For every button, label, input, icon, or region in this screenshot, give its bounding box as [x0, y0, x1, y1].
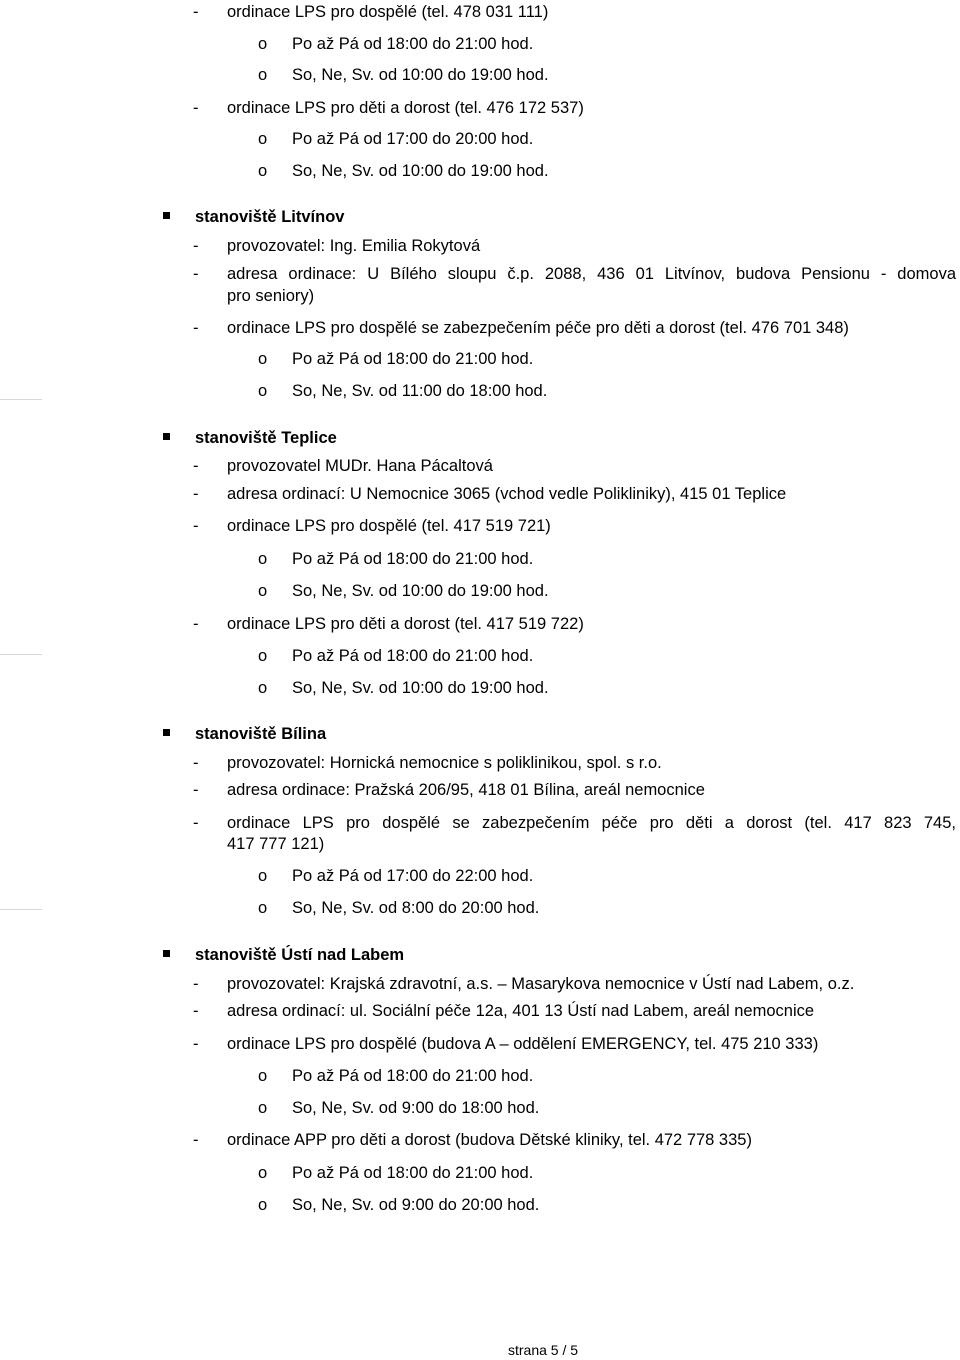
provider-text: provozovatel MUDr. Hana Pácaltová — [227, 457, 493, 475]
ordinace-line — [0, 1033, 960, 1055]
hours-text: Po až Pá od 18:00 do 21:00 hod. — [292, 35, 534, 53]
hours-line — [0, 380, 960, 402]
dash-marker: - — [193, 754, 199, 772]
hours-line — [0, 1162, 960, 1184]
dash-marker: - — [193, 975, 199, 993]
hours-text: So, Ne, Sv. od 10:00 do 19:00 hod. — [292, 582, 549, 600]
section-heading-usti — [0, 944, 960, 966]
provider-line — [0, 455, 960, 477]
hours-text: Po až Pá od 18:00 do 21:00 hod. — [292, 350, 534, 368]
hours-text: So, Ne, Sv. od 11:00 do 18:00 hod. — [292, 382, 548, 400]
ordinace-line-continuation — [0, 833, 960, 855]
address-text: adresa ordinace: Pražská 206/95, 418 01 Bílina, areál nemocnice — [227, 781, 705, 799]
provider-line — [0, 752, 960, 774]
ordinace-text: ordinace LPS pro dospělé (budova A – oddělení EMERGENCY, tel. 475 210 333) — [227, 1035, 819, 1053]
hours-line — [0, 865, 960, 887]
hours-text: So, Ne, Sv. od 8:00 do 20:00 hod. — [292, 899, 540, 917]
ordinace-line — [0, 515, 960, 537]
ordinace-text: 417 777 121) — [227, 835, 325, 853]
margin-rule — [0, 399, 42, 400]
hours-text: Po až Pá od 18:00 do 21:00 hod. — [292, 1067, 534, 1085]
dash-marker: - — [193, 3, 199, 21]
dash-marker: - — [193, 781, 199, 799]
provider-text: provozovatel: Krajská zdravotní, a.s. – Masarykova nemocnice v Ústí nad Labem, o.z. — [227, 975, 855, 993]
dash-marker: - — [193, 1002, 199, 1020]
circle-bullet-marker: o — [258, 35, 268, 53]
dash-marker: - — [193, 319, 199, 337]
square-bullet-icon — [163, 433, 170, 440]
ordinace-text: ordinace APP pro děti a dorost (budova Dětské kliniky, tel. 472 778 335) — [227, 1131, 752, 1149]
hours-line — [0, 580, 960, 602]
hours-line — [0, 1097, 960, 1119]
address-text: adresa ordinace: U Bílého sloupu č.p. 2088, 436 01 Litvínov, budova Pensionu - domova — [227, 265, 956, 283]
address-line — [0, 1000, 960, 1022]
provider-text: provozovatel: Ing. Emilia Rokytová — [227, 237, 481, 255]
ordinace-text: ordinace LPS pro dospělé se zabezpečením péče pro děti a dorost (tel. 476 701 348) — [227, 319, 849, 337]
circle-bullet-marker: o — [258, 1067, 268, 1085]
page-number: strana 5 / 5 — [508, 1342, 579, 1358]
circle-bullet-marker: o — [258, 66, 268, 84]
margin-rule — [0, 654, 42, 655]
ordinace-text: ordinace LPS pro dospělé (tel. 478 031 111) — [227, 3, 549, 21]
hours-text: So, Ne, Sv. od 9:00 do 18:00 hod. — [292, 1099, 540, 1117]
dash-marker: - — [193, 517, 199, 535]
hours-line — [0, 645, 960, 667]
hours-text: So, Ne, Sv. od 10:00 do 19:00 hod. — [292, 679, 549, 697]
address-line-continuation — [0, 285, 960, 307]
dash-marker: - — [193, 485, 199, 503]
hours-text: Po až Pá od 18:00 do 21:00 hod. — [292, 647, 534, 665]
hours-line — [0, 128, 960, 150]
circle-bullet-marker: o — [258, 1099, 268, 1117]
ordinace-text: ordinace LPS pro děti a dorost (tel. 476 172 537) — [227, 99, 584, 117]
ordinace-line — [0, 1129, 960, 1151]
hours-text: Po až Pá od 17:00 do 20:00 hod. — [292, 130, 534, 148]
circle-bullet-marker: o — [258, 867, 268, 885]
circle-bullet-marker: o — [258, 582, 268, 600]
section-heading-litvinov — [0, 206, 960, 228]
hours-line — [0, 677, 960, 699]
circle-bullet-marker: o — [258, 1196, 268, 1214]
margin-rule — [0, 909, 42, 910]
dash-marker: - — [193, 1035, 199, 1053]
ordinace-line — [0, 317, 960, 339]
address-line — [0, 483, 960, 505]
square-bullet-icon — [163, 950, 170, 957]
hours-line — [0, 1065, 960, 1087]
hours-line — [0, 33, 960, 55]
ordinace-text: ordinace LPS pro dospělé (tel. 417 519 721) — [227, 517, 551, 535]
section-title: stanoviště Litvínov — [195, 208, 345, 226]
section-title: stanoviště Bílina — [195, 725, 327, 743]
address-text: pro seniory) — [227, 287, 315, 305]
circle-bullet-marker: o — [258, 382, 268, 400]
provider-text: provozovatel: Hornická nemocnice s poliklinikou, spol. s r.o. — [227, 754, 662, 772]
hours-line — [0, 897, 960, 919]
ordinace-text: ordinace LPS pro děti a dorost (tel. 417 519 722) — [227, 615, 584, 633]
hours-line — [0, 348, 960, 370]
square-bullet-icon — [163, 729, 170, 736]
circle-bullet-marker: o — [258, 647, 268, 665]
provider-line — [0, 235, 960, 257]
circle-bullet-marker: o — [258, 550, 268, 568]
hours-line — [0, 548, 960, 570]
hours-text: Po až Pá od 18:00 do 21:00 hod. — [292, 1164, 534, 1182]
dash-marker: - — [193, 814, 199, 832]
hours-text: So, Ne, Sv. od 10:00 do 19:00 hod. — [292, 66, 549, 84]
section-title: stanoviště Ústí nad Labem — [195, 946, 405, 964]
dash-marker: - — [193, 615, 199, 633]
dash-marker: - — [193, 457, 199, 475]
circle-bullet-marker: o — [258, 162, 268, 180]
circle-bullet-marker: o — [258, 130, 268, 148]
circle-bullet-marker: o — [258, 1164, 268, 1182]
ordinace-line — [0, 1, 960, 23]
hours-line — [0, 160, 960, 182]
square-bullet-icon — [163, 212, 170, 219]
dash-marker: - — [193, 99, 199, 117]
circle-bullet-marker: o — [258, 350, 268, 368]
address-text: adresa ordinací: U Nemocnice 3065 (vchod vedle Polikliniky), 415 01 Teplice — [227, 485, 787, 503]
hours-text: Po až Pá od 17:00 do 22:00 hod. — [292, 867, 534, 885]
hours-line — [0, 64, 960, 86]
section-heading-bilina — [0, 723, 960, 745]
section-heading-teplice — [0, 427, 960, 449]
section-title: stanoviště Teplice — [195, 429, 337, 447]
address-line — [0, 779, 960, 801]
ordinace-line — [0, 812, 960, 834]
hours-text: So, Ne, Sv. od 9:00 do 20:00 hod. — [292, 1196, 540, 1214]
dash-marker: - — [193, 1131, 199, 1149]
hours-text: So, Ne, Sv. od 10:00 do 19:00 hod. — [292, 162, 549, 180]
ordinace-line — [0, 613, 960, 635]
ordinace-line — [0, 97, 960, 119]
dash-marker: - — [193, 265, 199, 283]
address-line — [0, 263, 960, 285]
circle-bullet-marker: o — [258, 679, 268, 697]
hours-line — [0, 1194, 960, 1216]
address-text: adresa ordinací: ul. Sociální péče 12a, 401 13 Ústí nad Labem, areál nemocnice — [227, 1002, 815, 1020]
hours-text: Po až Pá od 18:00 do 21:00 hod. — [292, 550, 534, 568]
dash-marker: - — [193, 237, 199, 255]
provider-line — [0, 973, 960, 995]
ordinace-text: ordinace LPS pro dospělé se zabezpečením péče pro děti a dorost (tel. 417 823 745, — [227, 814, 956, 832]
circle-bullet-marker: o — [258, 899, 268, 917]
